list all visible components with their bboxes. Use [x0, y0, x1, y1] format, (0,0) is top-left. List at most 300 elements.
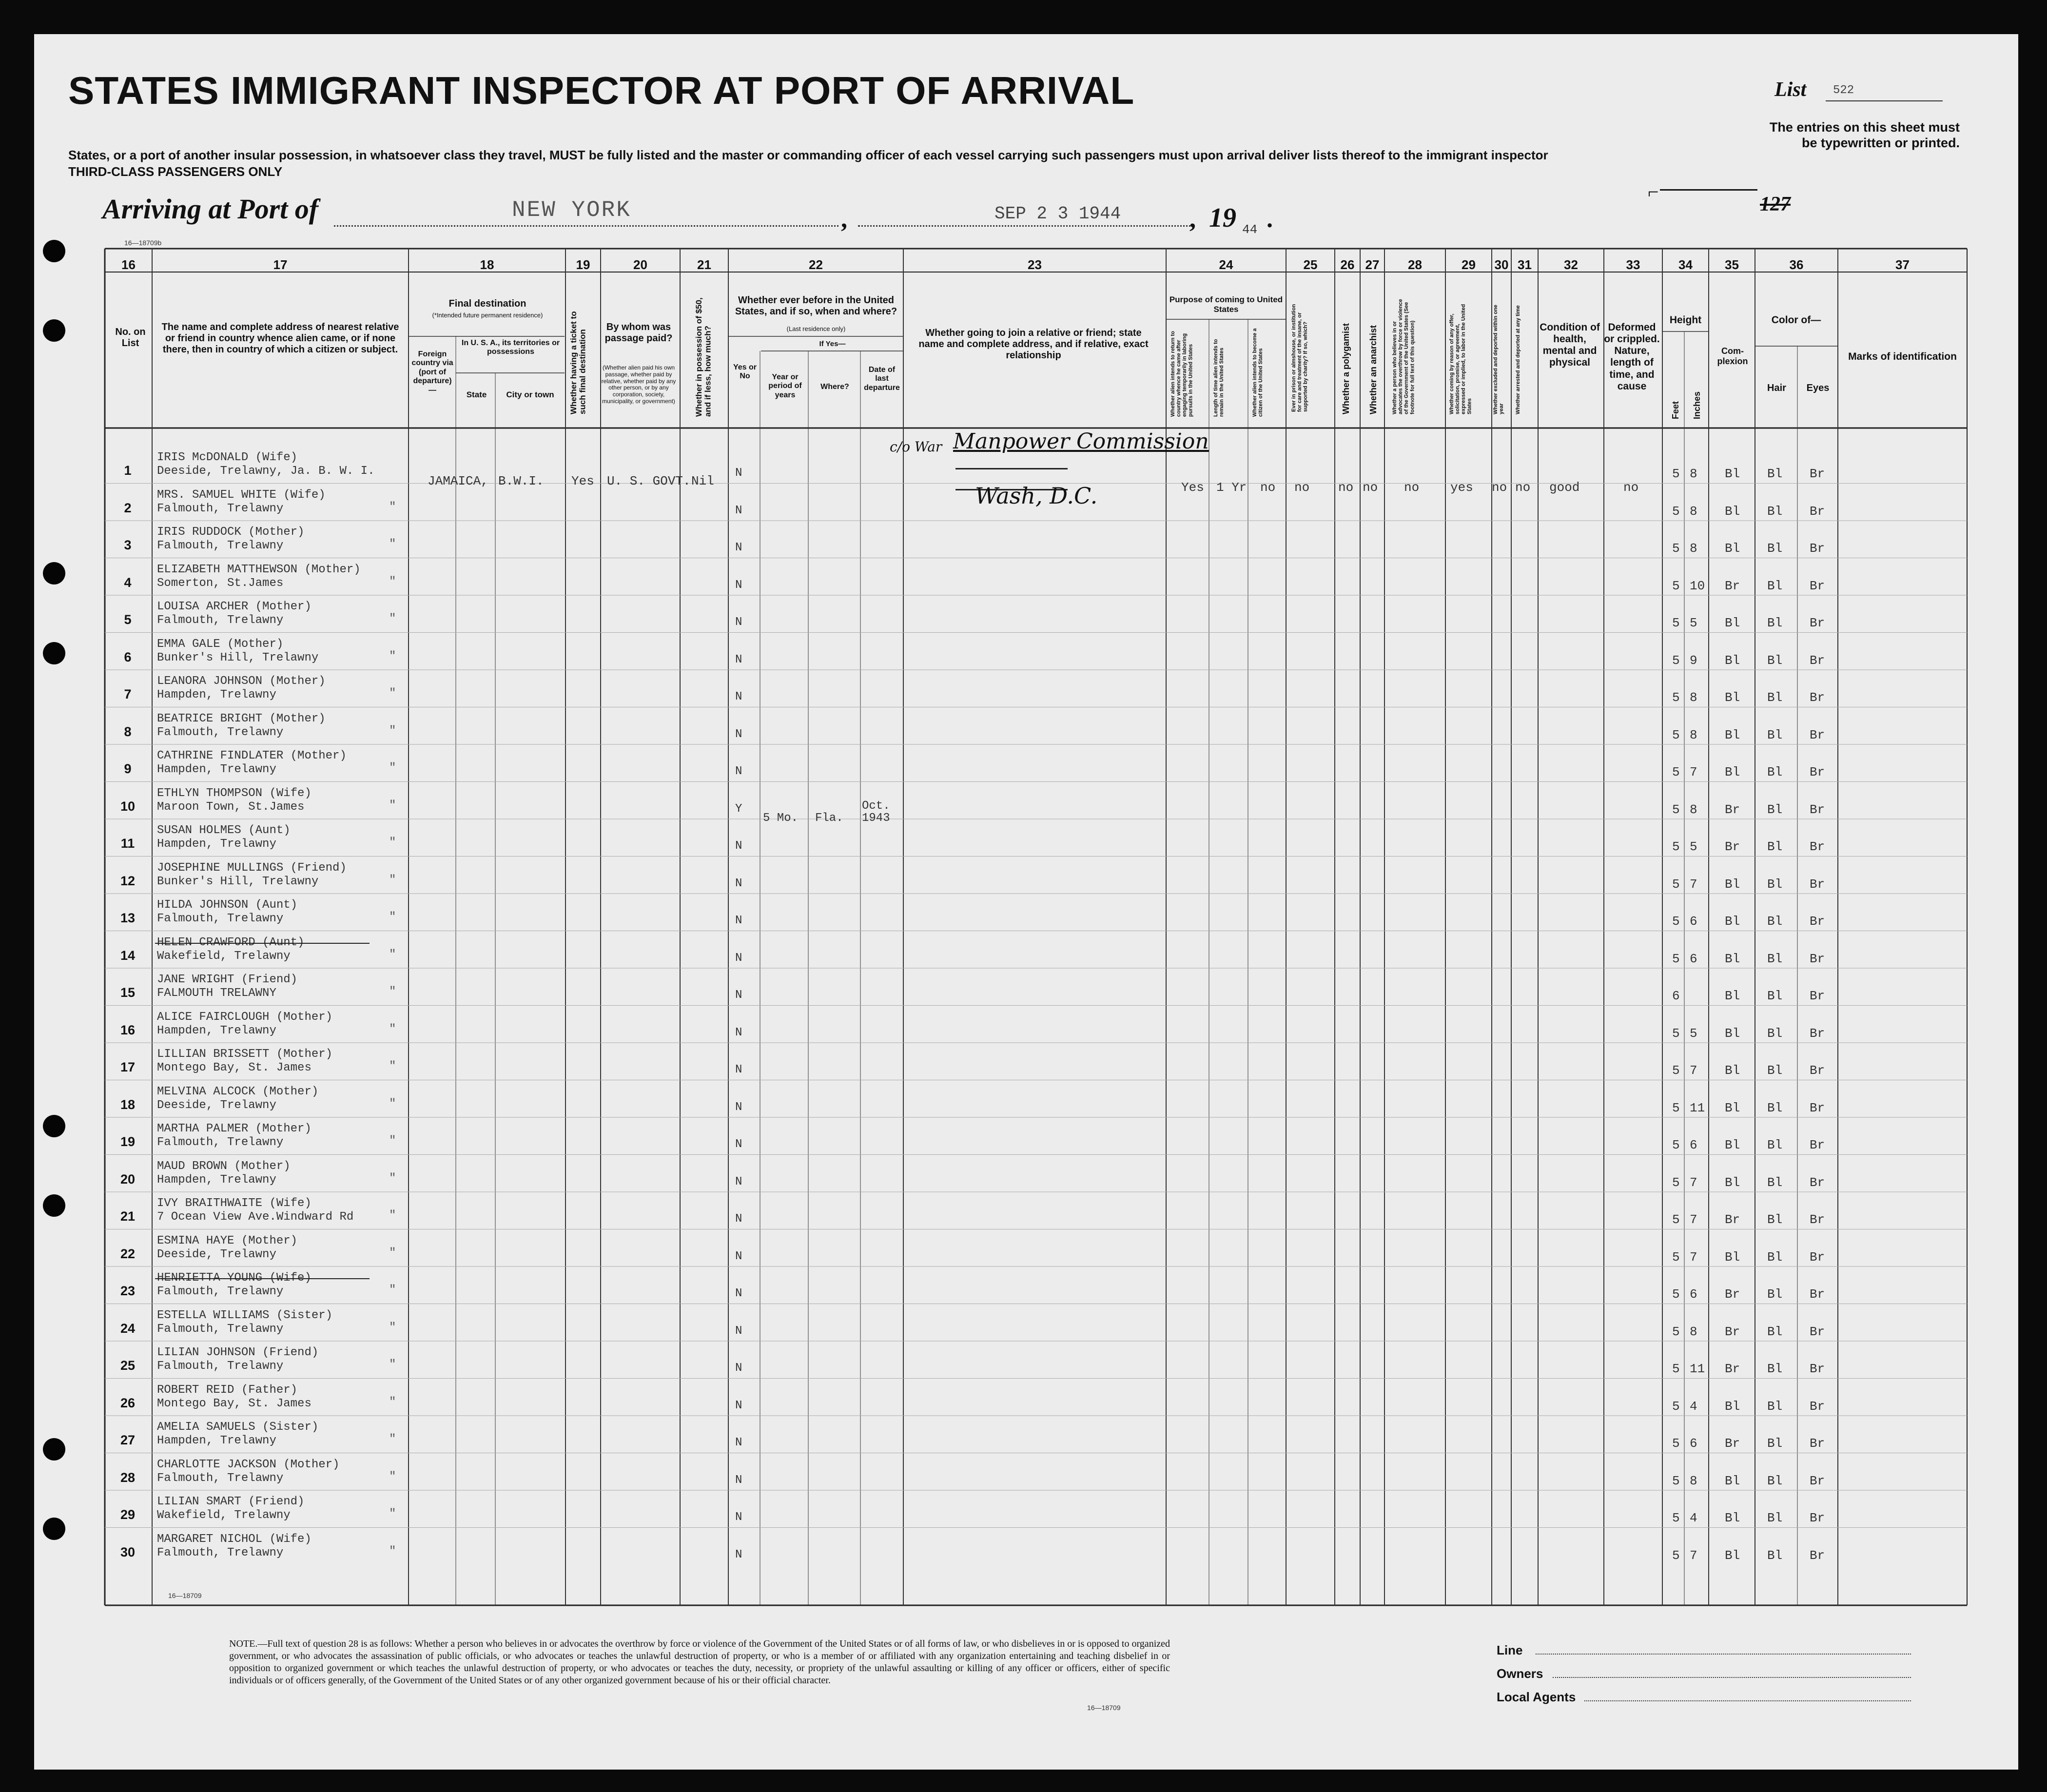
hair-color: Bl	[1767, 653, 1783, 668]
column-number: 27	[1365, 257, 1380, 272]
column-number: 35	[1725, 257, 1739, 272]
line-label: Line	[1497, 1643, 1523, 1657]
hair-color: Bl	[1767, 727, 1783, 742]
row-number: 25	[120, 1358, 136, 1373]
height-feet: 5	[1672, 467, 1680, 481]
header-passage-paid: By whom was passage paid?	[604, 322, 673, 344]
eye-color: Br	[1810, 541, 1825, 556]
height-feet: 5	[1672, 1324, 1680, 1339]
height-inches: 9	[1690, 653, 1697, 668]
previously-in-us: N	[735, 616, 742, 629]
complexion: Br	[1725, 802, 1740, 817]
header-height: Height	[1669, 314, 1702, 326]
column-number: 37	[1895, 257, 1910, 272]
hair-color: Bl	[1767, 504, 1783, 519]
row-number: 12	[120, 873, 136, 888]
previously-in-us: N	[735, 1249, 742, 1263]
header-relative-address: The name and complete address of nearest relative or friend in country whence alien came, or if none there, then in country of which a citizen or subject.	[161, 322, 399, 355]
header-purpose-length: Length of time alien intends to remain in the United States	[1213, 339, 1225, 417]
previously-in-us: N	[735, 989, 742, 1002]
arriving-label: Arriving at Port of	[102, 193, 319, 225]
ditto-mark: "	[389, 1395, 396, 1409]
eye-color: Br	[1810, 765, 1825, 779]
height-inches: 8	[1690, 504, 1697, 519]
relative-name: HELEN CRAWFORD (Aunt)	[157, 935, 305, 949]
eye-color: Br	[1810, 727, 1825, 742]
header-final-destination: Final destination	[448, 298, 526, 309]
ditto-mark: "	[389, 1433, 396, 1446]
row-number: 9	[124, 761, 132, 776]
previously-in-us: N	[735, 839, 742, 853]
relative-address: Hampden, Trelawny	[157, 763, 276, 776]
eye-color: Br	[1810, 1026, 1825, 1041]
row-number: 30	[120, 1544, 136, 1559]
header-no-on-list: No. on List	[115, 327, 146, 349]
relative-name: JANE WRIGHT (Friend)	[157, 973, 298, 986]
relative-address: Falmouth, Trelawny	[157, 1322, 284, 1336]
height-feet: 6	[1672, 989, 1680, 1003]
relative-name: LEANORA JOHNSON (Mother)	[157, 675, 326, 688]
height-feet: 5	[1672, 1212, 1680, 1227]
hair-color: Bl	[1767, 1324, 1783, 1339]
height-inches: 11	[1690, 1362, 1705, 1376]
complexion: Bl	[1725, 616, 1740, 630]
year-suffix: 44	[1242, 222, 1258, 237]
column-number: 18	[480, 257, 494, 272]
excluded-value: no	[1492, 480, 1507, 495]
complexion: Bl	[1725, 951, 1740, 966]
relative-name: MARTHA PALMER (Mother)	[157, 1122, 312, 1135]
complexion: Br	[1725, 578, 1740, 593]
previously-in-us: N	[735, 727, 742, 741]
height-inches: 7	[1690, 1212, 1697, 1227]
header-money: Whether in possession of $50, and if less, how much?	[694, 297, 713, 417]
header-hair: Hair	[1767, 383, 1786, 393]
height-inches: 7	[1690, 765, 1697, 779]
height-feet: 5	[1672, 578, 1680, 593]
previously-in-us: N	[735, 541, 742, 554]
column-number: 28	[1408, 257, 1422, 272]
hair-color: Bl	[1767, 1399, 1783, 1414]
row-number: 11	[120, 836, 135, 851]
eye-color: Br	[1810, 1175, 1825, 1190]
entries-note-line1: The entries on this sheet must	[1769, 120, 1960, 135]
relative-name: EMMA GALE (Mother)	[157, 637, 284, 651]
hair-color: Bl	[1767, 1026, 1783, 1041]
header-where: Where?	[820, 383, 849, 391]
height-feet: 5	[1672, 653, 1680, 668]
list-number: 522	[1833, 84, 1854, 97]
header-previous-visit-sub: (Last residence only)	[786, 325, 846, 332]
entries-note-line2: be typewritten or printed.	[1801, 136, 1960, 150]
height-feet: 5	[1672, 1138, 1680, 1152]
complexion: Bl	[1725, 653, 1740, 668]
previously-in-us: N	[735, 1399, 742, 1412]
previously-in-us: Y	[735, 802, 742, 816]
row-number: 26	[120, 1395, 136, 1410]
header-deformed: Deformed or crippled. Nature, length of time, and cause	[1604, 322, 1660, 392]
column-number: 26	[1340, 257, 1355, 272]
form-subtitle: States, or a port of another insular possession, in whatsoever class they travel, MUST be fully listed and the master or commanding officer of each vessel carrying such passengers must upon arrival deliver lists thereof to the immigrant inspector	[68, 148, 1548, 162]
complexion: Br	[1725, 1436, 1740, 1451]
ditto-mark: "	[389, 799, 396, 812]
previously-in-us: N	[735, 877, 742, 890]
complexion: Bl	[1725, 765, 1740, 779]
height-inches: 5	[1690, 1026, 1697, 1041]
length-value: 1 Yr	[1216, 480, 1247, 495]
relative-address: Falmouth, Trelawny	[157, 1471, 284, 1485]
polygamist-value: no	[1338, 480, 1354, 495]
owners-field	[1553, 1677, 1911, 1678]
eye-color: Br	[1810, 1511, 1825, 1525]
form-number-bottom: 16—18709	[168, 1592, 202, 1599]
hair-color: Bl	[1767, 765, 1783, 779]
header-city: City or town	[506, 390, 554, 399]
previous-date-year: 1943	[862, 812, 890, 825]
column-number: 31	[1518, 257, 1532, 272]
header-purpose: Purpose of coming to United States	[1169, 295, 1283, 314]
previously-in-us: N	[735, 1362, 742, 1375]
relative-name: SUSAN HOLMES (Aunt)	[157, 824, 291, 837]
height-feet: 5	[1672, 1511, 1680, 1525]
labor-offer-value: yes	[1450, 480, 1473, 495]
relative-address: Montego Bay, St. James	[157, 1061, 312, 1074]
row-number: 29	[120, 1507, 136, 1522]
relative-address: Deeside, Trelawny	[157, 1098, 276, 1112]
eye-color: Br	[1810, 578, 1825, 593]
complexion: Br	[1725, 1324, 1740, 1339]
handwritten-washington: Wash, D.C.	[975, 483, 1098, 509]
column-number: 21	[697, 257, 711, 272]
relative-address: Falmouth, Trelawny	[157, 912, 284, 925]
local-agents-field	[1584, 1700, 1911, 1701]
height-inches: 6	[1690, 1138, 1697, 1152]
eye-color: Br	[1810, 1249, 1825, 1265]
header-state: State	[466, 390, 487, 399]
complexion: Br	[1725, 839, 1740, 854]
column-number: 30	[1494, 257, 1509, 272]
height-inches: 7	[1690, 1548, 1697, 1563]
header-final-destination-sub: (*Intended future permanent residence)	[432, 312, 543, 319]
relative-name: ESTELLA WILLIAMS (Sister)	[157, 1308, 333, 1322]
header-years: Year or period of years	[768, 373, 802, 399]
row-number: 1	[124, 463, 132, 478]
row-number: 3	[124, 538, 132, 552]
eye-color: Br	[1810, 616, 1825, 630]
relative-address: Hampden, Trelawny	[157, 688, 276, 701]
relative-address: Hampden, Trelawny	[157, 1173, 276, 1187]
row-number: 14	[120, 948, 136, 963]
relative-name: LILLIAN BRISSETT (Mother)	[157, 1048, 333, 1061]
complexion: Bl	[1725, 1026, 1740, 1041]
relative-name: IVY BRAITHWAITE (Wife)	[157, 1197, 312, 1210]
row-number: 18	[120, 1097, 136, 1112]
hair-color: Bl	[1767, 1100, 1783, 1115]
ditto-mark: "	[389, 1470, 396, 1483]
height-inches: 8	[1690, 541, 1697, 556]
relative-name: MELVINA ALCOCK (Mother)	[157, 1085, 319, 1098]
previously-in-us: N	[735, 1212, 742, 1226]
pen-mark: ⌐	[1648, 181, 1659, 203]
height-inches: 8	[1690, 1473, 1697, 1488]
eye-color: Br	[1810, 989, 1825, 1003]
row-number: 21	[120, 1209, 136, 1224]
relative-name: CATHRINE FINDLATER (Mother)	[157, 749, 347, 762]
height-feet: 5	[1672, 839, 1680, 854]
hair-color: Bl	[1767, 578, 1783, 593]
relative-address: Deeside, Trelawny	[157, 1247, 276, 1261]
line-field	[1536, 1654, 1911, 1655]
relative-address: Falmouth, Trelawny	[157, 725, 284, 739]
relative-address: Hampden, Trelawny	[157, 838, 276, 851]
hair-color: Bl	[1767, 1287, 1783, 1302]
relative-name: MARGARET NICHOL (Wife)	[157, 1532, 312, 1546]
previously-in-us: N	[735, 914, 742, 927]
complexion: Bl	[1725, 1100, 1740, 1115]
passenger-class: THIRD-CLASS PASSENGERS ONLY	[68, 164, 283, 179]
form-title: STATES IMMIGRANT INSPECTOR AT PORT OF ARRIVAL	[68, 69, 1135, 112]
previously-in-us: N	[735, 467, 742, 480]
comma: ,	[1189, 205, 1196, 233]
owners-label: Owners	[1497, 1666, 1543, 1681]
row-number: 22	[120, 1246, 136, 1261]
hair-color: Bl	[1767, 1063, 1783, 1078]
hair-color: Bl	[1767, 616, 1783, 630]
eye-color: Br	[1810, 1287, 1825, 1302]
height-feet: 5	[1672, 541, 1680, 556]
hair-color: Bl	[1767, 467, 1783, 481]
eye-color: Br	[1810, 1548, 1825, 1563]
eye-color: Br	[1810, 690, 1825, 705]
ditto-mark: "	[389, 985, 396, 998]
purpose-value: Yes	[1181, 480, 1204, 495]
previously-in-us: N	[735, 653, 742, 666]
ditto-mark: "	[389, 1171, 396, 1185]
height-inches: 6	[1690, 1436, 1697, 1451]
header-labor-offer: Whether coming by reason of any offer, solicitation, promise, or agreement, expressed or implied, to labor in the United States	[1449, 304, 1473, 414]
row-number: 5	[124, 612, 132, 627]
header-in-usa: In U. S. A., its territories or possessions	[461, 339, 560, 356]
relative-address: Falmouth, Trelawny	[157, 1546, 284, 1559]
header-eyes: Eyes	[1806, 383, 1830, 393]
height-feet: 5	[1672, 616, 1680, 630]
relative-address: Wakefield, Trelawny	[157, 949, 291, 963]
height-feet: 5	[1672, 1063, 1680, 1078]
row-number: 28	[120, 1470, 136, 1485]
money-value: Nil	[691, 474, 714, 488]
relative-name: IRIS RUDDOCK (Mother)	[157, 526, 305, 539]
eye-color: Br	[1810, 467, 1825, 481]
previously-in-us: N	[735, 1175, 742, 1188]
hair-color: Bl	[1767, 1138, 1783, 1152]
previously-in-us: N	[735, 690, 742, 703]
relative-address: Hampden, Trelawny	[157, 1434, 276, 1447]
complexion: Br	[1725, 1287, 1740, 1302]
relative-name: HILDA JOHNSON (Aunt)	[157, 898, 298, 912]
row-number: 2	[124, 500, 132, 515]
relative-name: BEATRICE BRIGHT (Mother)	[157, 712, 326, 725]
ditto-mark: "	[389, 1507, 396, 1520]
height-feet: 5	[1672, 1249, 1680, 1265]
deported-value: no	[1515, 480, 1531, 495]
ditto-mark: "	[389, 1209, 396, 1222]
hair-color: Bl	[1767, 802, 1783, 817]
eye-color: Br	[1810, 1473, 1825, 1488]
hair-color: Bl	[1767, 690, 1783, 705]
row-number: 24	[120, 1321, 136, 1336]
header-polygamist: Whether a polygamist	[1341, 323, 1351, 414]
ditto-mark: "	[389, 649, 396, 663]
eye-color: Br	[1810, 653, 1825, 668]
complexion: Bl	[1725, 1175, 1740, 1190]
relative-address: Somerton, St.James	[157, 576, 284, 590]
height-inches: 8	[1690, 690, 1697, 705]
eye-color: Br	[1810, 1138, 1825, 1152]
page-number: 127	[1760, 193, 1791, 215]
height-feet: 5	[1672, 1175, 1680, 1190]
anarchist-value: no	[1363, 480, 1378, 495]
complexion: Bl	[1725, 1399, 1740, 1414]
relative-name: CHARLOTTE JACKSON (Mother)	[157, 1458, 340, 1471]
relative-name: LILIAN SMART (Friend)	[157, 1495, 305, 1508]
row-number: 15	[120, 985, 136, 1000]
height-feet: 5	[1672, 1399, 1680, 1414]
previously-in-us: N	[735, 1436, 742, 1449]
header-passage-paid-sub: (Whether alien paid his own passage, whether paid by relative, whether paid by any other person, or by any corporation, society, municipality, or government)	[601, 364, 676, 405]
column-number: 32	[1564, 257, 1578, 272]
eye-color: Br	[1810, 1212, 1825, 1227]
header-health: Condition of health, mental and physical	[1540, 322, 1600, 369]
relative-name: LILIAN JOHNSON (Friend)	[157, 1346, 319, 1359]
complexion: Bl	[1725, 914, 1740, 929]
column-number: 23	[1028, 257, 1042, 272]
ditto-mark: "	[389, 500, 396, 514]
eye-color: Br	[1810, 802, 1825, 817]
header-question-28: Whether a person who believes in or advocates the overthrow by force or violence of the Government of the United States (See footnote for full text of this question)	[1392, 299, 1416, 414]
complexion: Bl	[1725, 541, 1740, 556]
previously-in-us: N	[735, 1548, 742, 1561]
ditto-mark: "	[389, 1321, 396, 1334]
eye-color: Br	[1810, 1436, 1825, 1451]
relative-name: JOSEPHINE MULLINGS (Friend)	[157, 861, 347, 875]
health-value: good	[1549, 480, 1580, 495]
height-inches: 7	[1690, 877, 1697, 892]
relative-address: Falmouth, Trelawny	[157, 1285, 284, 1298]
prison-value: no	[1294, 480, 1310, 495]
height-inches: 7	[1690, 1249, 1697, 1265]
previously-in-us: N	[735, 1287, 742, 1300]
eye-color: Br	[1810, 951, 1825, 966]
previously-in-us: N	[735, 1473, 742, 1487]
column-number: 22	[809, 257, 823, 272]
hair-color: Bl	[1767, 1212, 1783, 1227]
complexion: Bl	[1725, 1511, 1740, 1525]
column-number: 33	[1626, 257, 1640, 272]
height-inches: 5	[1690, 839, 1697, 854]
complexion: Bl	[1725, 1548, 1740, 1563]
eye-color: Br	[1810, 914, 1825, 929]
citizen-value: no	[1260, 480, 1276, 495]
state-value: B.W.I.	[498, 474, 544, 488]
previously-in-us: N	[735, 1324, 742, 1338]
complexion: Bl	[1725, 1138, 1740, 1152]
column-number: 25	[1303, 257, 1318, 272]
height-inches: 5	[1690, 616, 1697, 630]
ditto-mark: "	[389, 761, 396, 775]
complexion: Bl	[1725, 504, 1740, 519]
height-feet: 5	[1672, 1473, 1680, 1488]
column-number: 24	[1219, 257, 1233, 272]
header-feet: Feet	[1671, 401, 1680, 419]
height-feet: 5	[1672, 951, 1680, 966]
previous-where-value: Fla.	[815, 812, 843, 825]
header-inches: Inches	[1692, 391, 1702, 419]
relative-address: Montego Bay, St. James	[157, 1397, 312, 1410]
complexion: Bl	[1725, 1249, 1740, 1265]
relative-address: Falmouth, Trelawny	[157, 1360, 284, 1373]
height-feet: 5	[1672, 765, 1680, 779]
hair-color: Bl	[1767, 1175, 1783, 1190]
eye-color: Br	[1810, 1063, 1825, 1078]
ditto-mark: "	[389, 1022, 396, 1036]
relative-address: Falmouth, Trelawny	[157, 502, 284, 515]
hair-color: Bl	[1767, 914, 1783, 929]
year-prefix: 19	[1209, 203, 1236, 233]
strike-through	[155, 943, 370, 944]
complexion: Br	[1725, 1362, 1740, 1376]
height-inches: 7	[1690, 1063, 1697, 1078]
relative-address: Maroon Town, St.James	[157, 800, 305, 814]
eye-color: Br	[1810, 504, 1825, 519]
row-number: 20	[120, 1171, 136, 1187]
height-inches: 4	[1690, 1511, 1697, 1525]
height-feet: 5	[1672, 1100, 1680, 1115]
column-number: 34	[1678, 257, 1693, 272]
relative-address: Bunker's Hill, Trelawny	[157, 651, 319, 664]
hair-color: Bl	[1767, 951, 1783, 966]
hair-color: Bl	[1767, 541, 1783, 556]
relative-name: ALICE FAIRCLOUGH (Mother)	[157, 1010, 333, 1024]
row-number: 16	[120, 1022, 136, 1037]
column-number: 17	[273, 257, 288, 272]
header-purpose-return: Whether alien intends to return to country whence he came after engaging temporarily in laboring pursuits in the United States	[1170, 331, 1194, 417]
height-inches: 10	[1690, 578, 1705, 593]
height-feet: 5	[1672, 1026, 1680, 1041]
complexion: Bl	[1725, 1473, 1740, 1488]
row-number: 19	[120, 1134, 136, 1149]
header-previous-visit: Whether ever before in the United States, and if so, when and where?	[735, 295, 897, 317]
header-if-yes: If Yes—	[819, 340, 846, 348]
height-inches: 4	[1690, 1399, 1697, 1414]
relative-name: MAUD BROWN (Mother)	[157, 1159, 291, 1173]
hair-color: Bl	[1767, 1249, 1783, 1265]
row-number: 6	[124, 649, 132, 664]
eye-color: Br	[1810, 1100, 1825, 1115]
height-inches: 6	[1690, 951, 1697, 966]
previously-in-us: N	[735, 1100, 742, 1114]
relative-address: Falmouth, Trelawny	[157, 539, 284, 552]
header-deported: Whether arrested and deported at any time	[1515, 305, 1521, 414]
header-foreign-country: Foreign country via (port of departure)—	[411, 350, 453, 394]
eye-color: Br	[1810, 1399, 1825, 1414]
complexion: Bl	[1725, 467, 1740, 481]
complexion: Bl	[1725, 690, 1740, 705]
column-number: 20	[633, 257, 647, 272]
form-number: 16—18709b	[124, 239, 162, 247]
height-feet: 5	[1672, 877, 1680, 892]
column-number: 16	[121, 257, 136, 272]
header-prison: Ever in prison or almshouse, or institution for care and treatment of the insane, or supported by charity? If so, which?	[1291, 304, 1309, 412]
